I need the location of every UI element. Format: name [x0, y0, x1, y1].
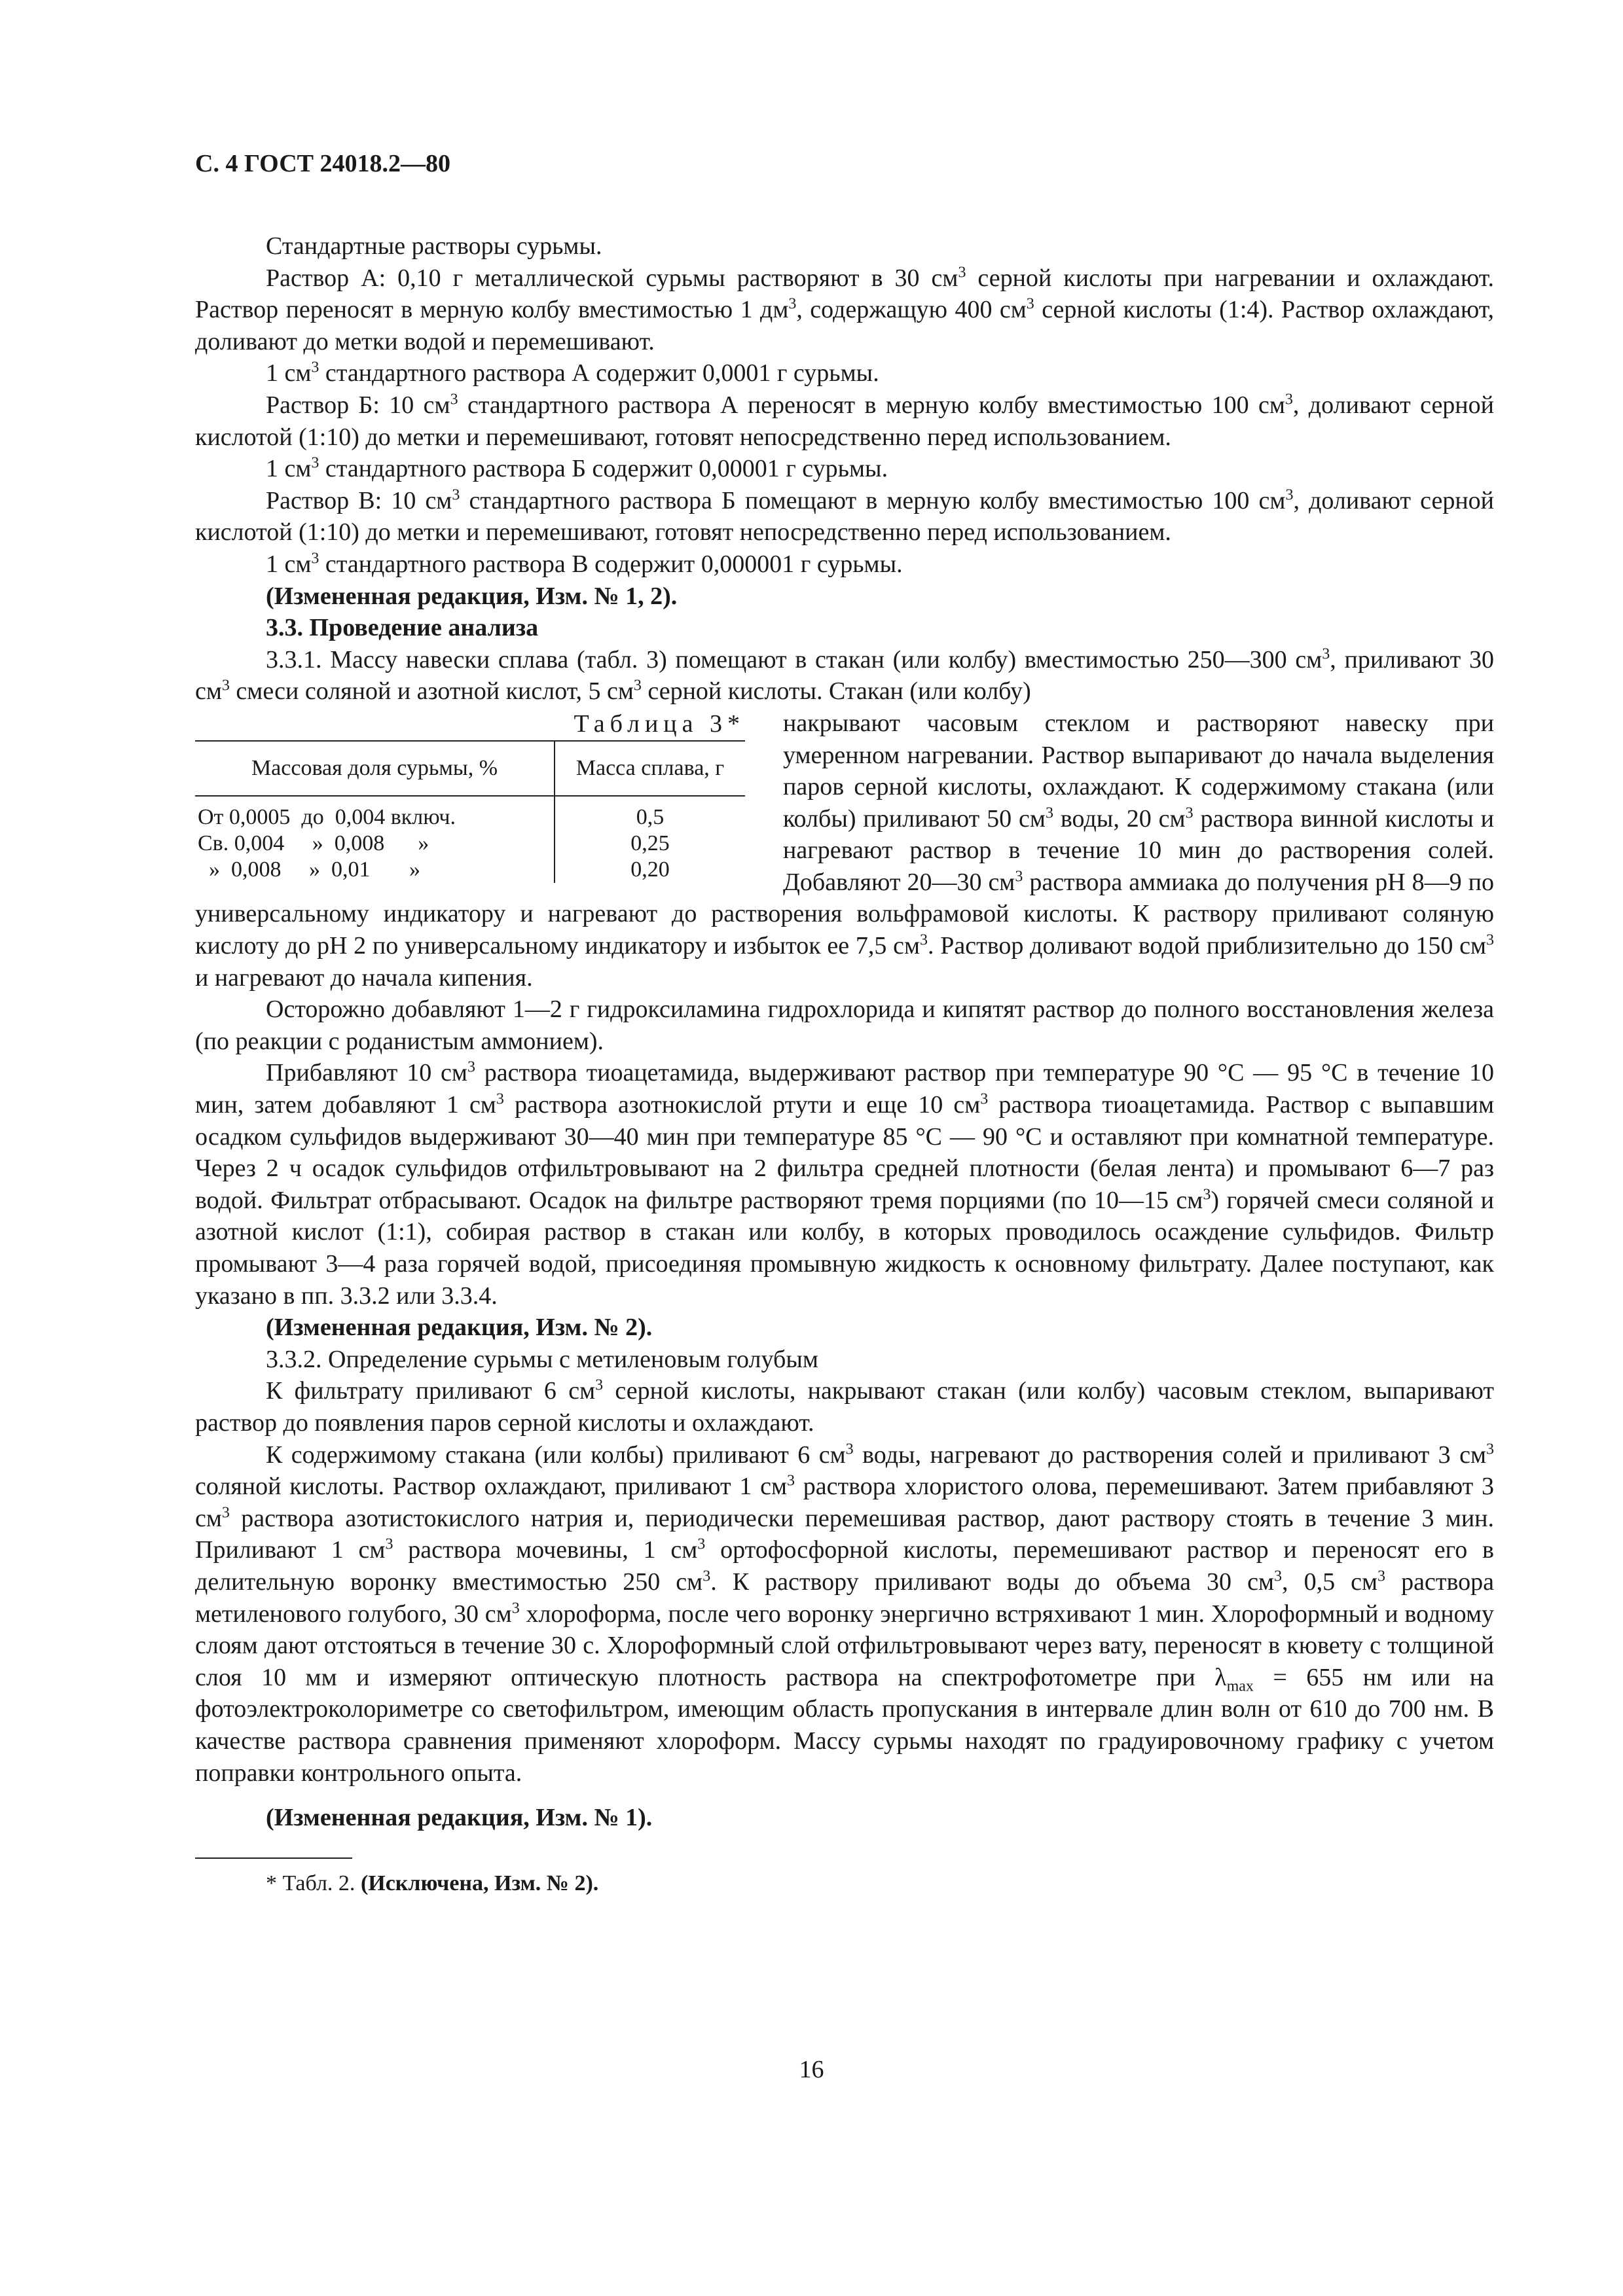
- section-heading: 3.3. Проведение анализа: [266, 614, 539, 642]
- section-heading: 3.3.2. Определение сурьмы с метиленовым голубым: [266, 1345, 818, 1373]
- paragraph: 1 $см^3$ стандартного раствора А содержит 0,0001 г сурьмы.: [266, 359, 879, 387]
- footnote: * Табл. 2. (Исключена, Изм. № 2).: [266, 1871, 599, 1895]
- paragraph: Прибавляют 10 $см^3$ раствора тиоацетамида, выдерживают раствор при температуре 90 °С — 95 °С в течение 10 мин, затем добавляют 1 $см^3$ раствора азотнокислой ртути и еще 10 $см^3$ раствора тиоацетамида. Раствор с выпавшим осадком сульфидов выдерживают 30—40 мин при температуре 85 °С — 90 °С и оставляют при комнатной температуре. Через 2 ч осадок сульфидов отфильтровывают на 2 фильтра средней плотности (белая лента) и промывают 6—7 раз водой. Фильтрат отбрасывают. Осадок на фильтре растворяют тремя порциями (по 10—15 $см^3$) горячей смеси соляной и азотной кислот (1:1), собирая раствор в стакан или колбу, в которых проводилось осаждение сульфидов. Фильтр промывают 3—4 раза горячей водой, присоединяя промывную жидкость к основному фильтрату. Далее поступают, как указано в пп. 3.3.2 или 3.3.4.: [195, 1058, 1494, 1310]
- table-title: Таблица 3*: [574, 709, 745, 738]
- amendment-note: (Измененная редакция, Изм. № 1, 2).: [266, 582, 678, 610]
- amendment-note: (Измененная редакция, Изм. № 1).: [266, 1804, 653, 1832]
- table-row: [195, 796, 745, 883]
- table-cell: Св. 0,004 » 0,008 »: [198, 831, 429, 855]
- amendment-note: (Измененная редакция, Изм. № 2).: [266, 1314, 653, 1342]
- table-cell: 0,5: [636, 804, 665, 829]
- paragraph: 3.3.1. Массу навески сплава (табл. 3) помещают в стакан (или колбу) вместимостью 250—300 $см^3$, приливают 30 $см^3$ смеси соляной и азотной кислот, 5 $см^3$ серной кислоты. Стакан (или колбу): [195, 645, 1494, 706]
- footnote-divider: [195, 1857, 352, 1859]
- table-cell: 0,20: [630, 857, 670, 882]
- table-header-cell: Масса сплава, г: [555, 741, 745, 796]
- paragraph: Стандартные растворы сурьмы.: [266, 232, 602, 260]
- paragraph: 1 $см^3$ стандартного раствора В содержит 0,000001 г сурьмы.: [266, 550, 903, 578]
- paragraph: накрывают часовым стеклом и растворяют навеску при умеренном нагревании. Раствор выпаривают до начала выделения паров серной кислоты, охлаждают. К содержимому стакана (или колбы) приливают 50 $см^3$ воды, 20 $см^3$ раствора винной кислоты и нагревают раствор в течение 10 мин до растворения солей. Добавляют 20—30 $см^3$ раствора аммиака до получения рН 8—9 по универсальному индикатору и нагревают до растворения вольфрамовой кислоты. К раствору приливают соляную кислоту до рН 2 по универсальному индикатору и избыток ее 7,5 $см^3$. Раствор доливают водой приблизительно до 150 $см^3$ и нагревают до начала кипения.: [195, 709, 1494, 992]
- paragraph: Раствор Б: 10 $см^3$ стандартного раствора А переносят в мерную колбу вместимостью 100 $см^3$, доливают серной кислотой (1:10) до метки и перемешивают, готовят непосредственно перед использованием.: [195, 391, 1494, 451]
- data-table: [195, 740, 745, 883]
- table-cell: » 0,008 » 0,01 »: [198, 857, 420, 882]
- page-number: 16: [799, 2056, 824, 2083]
- paragraph: К содержимому стакана (или колбы) приливают 6 $см^3$ воды, нагревают до растворения солей и приливают 3 $см^3$ соляной кислоты. Раствор охлаждают, приливают 1 $см^3$ раствора хлористого олова, перемешивают. Затем прибавляют 3 $см^3$ раствора азотистокислого натрия и, периодически перемешивая раствор, дают раствору стоять в течение 3 мин. Приливают 1 $см^3$ раствора мочевины, 1 $см^3$ ортофосфорной кислоты, перемешивают раствор и переносят его в делительную воронку вместимостью 250 $см^3$. К раствору приливают воды до объема 30 $см^3$, 0,5 $см^3$ раствора метиленового голубого, 30 $см^3$ хлороформа, после чего воронку энергично встряхивают 1 мин. Хлороформный и водному слоям дают отстояться в течение 30 с. Хлороформный слой отфильтровывают через вату, переносят в кювету с толщиной слоя 10 мм и измеряют оптическую плотность раствора на спектрофотометре при $\lambda_{max} = 655$ нм или на фотоэлектроколориметре со светофильтром, имеющим область пропускания в интервале длин волн от 610 до 700 нм. В качестве раствора сравнения применяют хлороформ. Массу сурьмы находят по градуировочному графику с учетом поправки контрольного опыта.: [195, 1440, 1494, 1787]
- table-header-cell: Массовая доля сурьмы, %: [195, 741, 555, 796]
- page-header: С. 4 ГОСТ 24018.2—80: [195, 150, 450, 177]
- paragraph: Раствор В: 10 $см^3$ стандартного раствора Б помещают в мерную колбу вместимостью 100 $см^3$, доливают серной кислотой (1:10) до метки и перемешивают, готовят непосредственно перед использованием.: [195, 486, 1494, 547]
- paragraph: Раствор А: 0,10 г металлической сурьмы растворяют в 30 $см^3$ серной кислоты при нагревании и охлаждают. Раствор переносят в мерную колбу вместимостью 1 $дм^3$, содержащую 400 $см^3$ серной кислоты (1:4). Раствор охлаждают, доливают до метки водой и перемешивают.: [195, 263, 1494, 355]
- paragraph: 1 $см^3$ стандартного раствора Б содержит 0,00001 г сурьмы.: [266, 454, 888, 483]
- document-page: [195, 149, 1494, 1898]
- paragraph: К фильтрату приливают 6 $см^3$ серной кислоты, накрывают стакан (или колбу) часовым стеклом, выпаривают раствор до появления паров серной кислоты и охлаждают.: [195, 1376, 1494, 1437]
- paragraph: Осторожно добавляют 1—2 г гидроксиламина гидрохлорида и кипятят раствор до полного восстановления железа (по реакции с роданистым аммонием).: [195, 996, 1494, 1055]
- table-cell: 0,25: [630, 831, 670, 855]
- table-3: [195, 708, 745, 883]
- table-cell: От 0,0005 до 0,004 включ.: [198, 804, 456, 829]
